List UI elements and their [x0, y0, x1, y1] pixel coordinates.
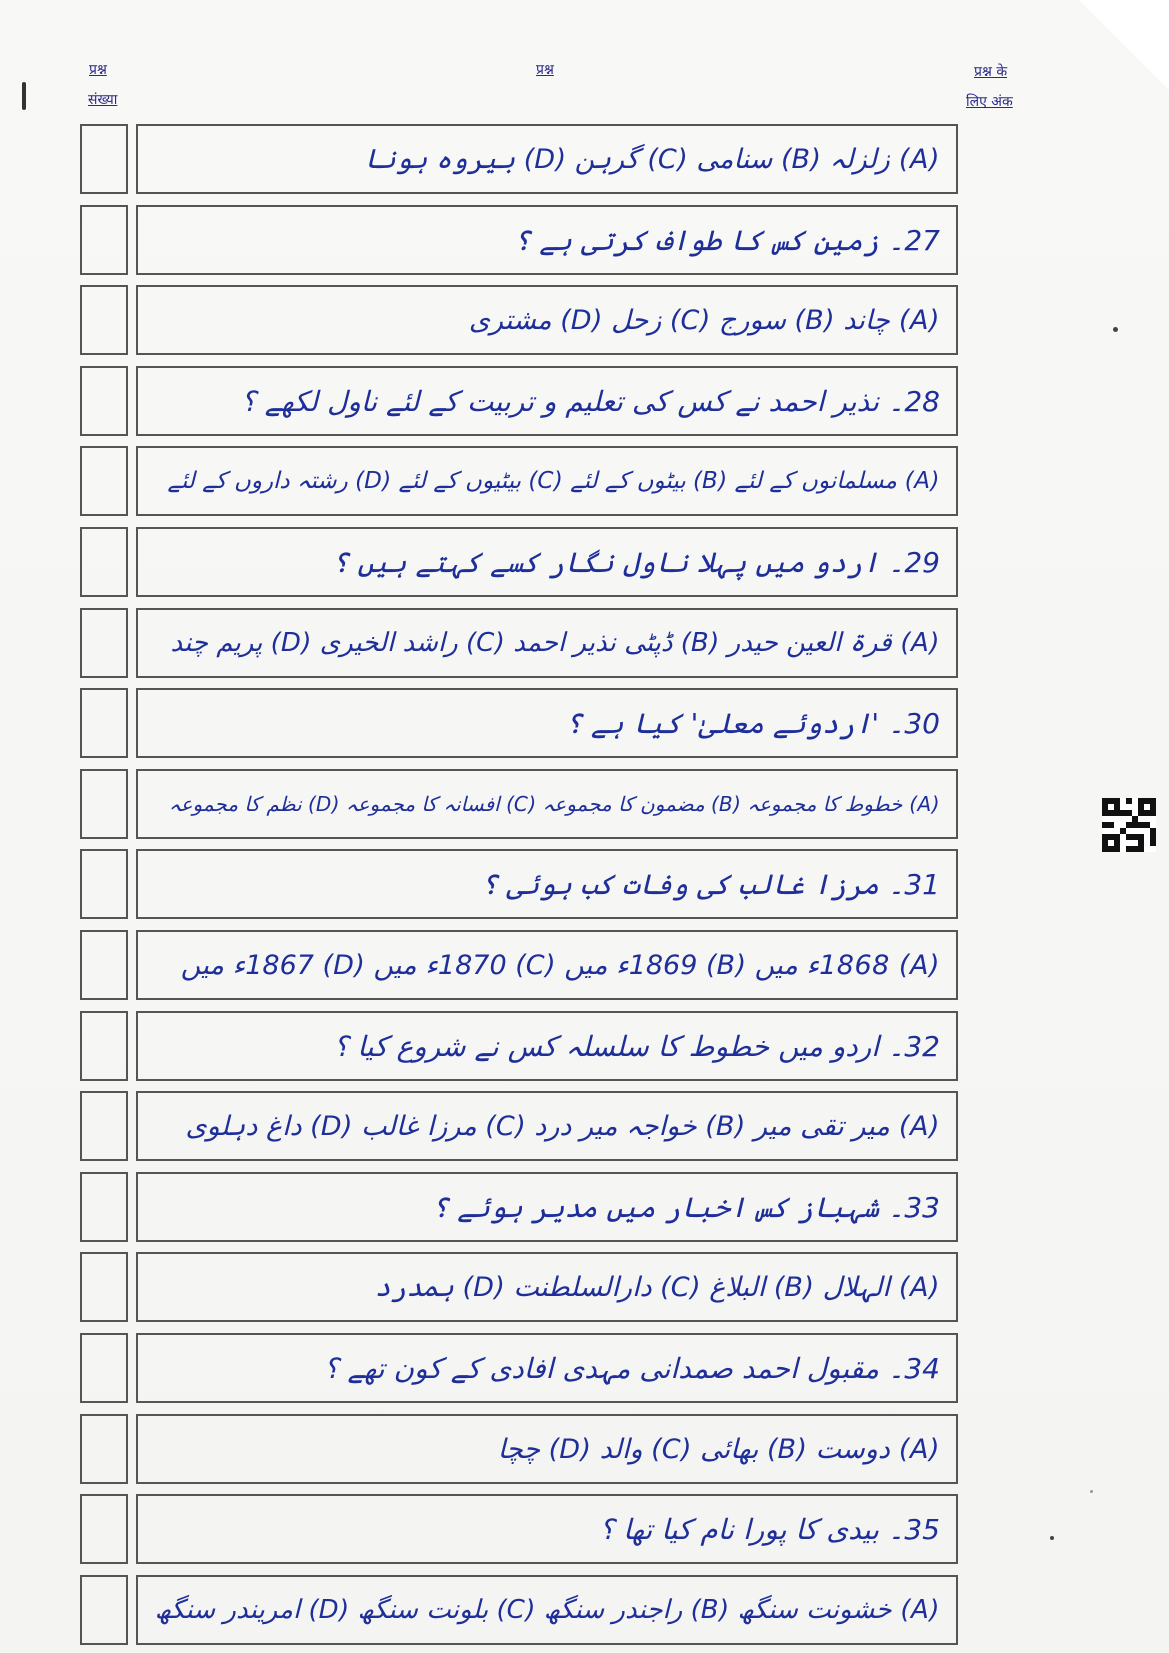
question-number-cell — [80, 1333, 128, 1403]
question-number-cell — [80, 1172, 128, 1242]
header-question-label: प्रश्न — [89, 62, 107, 78]
handwritten-text: 32۔ اردو میں خطوط کا سلسلہ کس نے شروع کیا ؟ — [333, 1029, 940, 1063]
handwritten-text: 31۔ مرزا غالب کی وفات کب ہوئی ؟ — [481, 867, 940, 901]
question-number-cell — [80, 608, 128, 678]
handwritten-text: (A) زلزلہ (B) سنامی (C) گرہن (D) بیروہ ہونا — [364, 143, 940, 175]
question-text-cell — [136, 608, 958, 678]
question-text-cell — [136, 1414, 958, 1484]
question-text-cell — [136, 446, 958, 516]
handwritten-text: 27۔ زمین کس کا طواف کرتی ہے ؟ — [513, 223, 940, 257]
question-text-cell — [136, 205, 958, 275]
header-marks-label-2: लिए अंक — [966, 94, 1013, 110]
question-text-cell — [136, 688, 958, 758]
handwritten-text: (A) خشونت سنگھ (B) راجندر سنگھ (C) بلونت سنگھ (D) امریندر سنگھ — [154, 1595, 940, 1625]
question-number-cell — [80, 124, 128, 194]
question-number-cell — [80, 930, 128, 1000]
handwritten-text: 28۔ نذیر احمد نے کس کی تعلیم و تربیت کے لئے ناول لکھے ؟ — [241, 384, 940, 418]
question-number-cell — [80, 285, 128, 355]
handwritten-text: (A) 1868ء میں (B) 1869ء میں (C) 1870ء میں (D) 1867ء میں — [180, 949, 940, 981]
question-text-cell — [136, 366, 958, 436]
qr-code-icon — [1102, 798, 1156, 852]
question-number-cell — [80, 1252, 128, 1322]
question-text-cell — [136, 285, 958, 355]
binder-mark — [22, 82, 26, 110]
question-text-cell — [136, 1333, 958, 1403]
question-text-cell — [136, 1494, 958, 1564]
question-number-cell — [80, 849, 128, 919]
handwritten-text: 33۔ شہباز کس اخبار میں مدیر ہوئے ؟ — [431, 1190, 940, 1224]
handwritten-text: (A) خطوط کا مجموعہ (B) مضمون کا مجموعہ (C) افسانہ کا مجموعہ (D) نظم کا مجموعہ — [168, 792, 940, 816]
handwritten-text: 34۔ مقبول احمد صمدانی مہدی افادی کے کون تھے ؟ — [323, 1351, 940, 1385]
question-text-cell — [136, 1011, 958, 1081]
question-number-cell — [80, 1414, 128, 1484]
question-text-cell — [136, 1575, 958, 1645]
question-text-cell — [136, 930, 958, 1000]
handwritten-text: (A) میر تقی میر (B) خواجہ میر درد (C) مرزا غالب (D) داغ دہلوی — [185, 1110, 940, 1142]
handwritten-text: (A) چاند (B) سورج (C) زحل (D) مشتری — [468, 304, 940, 336]
question-text-cell — [136, 769, 958, 839]
header-marks-label-1: प्रश्न के — [974, 64, 1008, 80]
header-question-title: प्रश्न — [536, 62, 554, 78]
question-number-cell — [80, 446, 128, 516]
handwritten-text: (A) مسلمانوں کے لئے (B) بیٹوں کے لئے (C) بیٹیوں کے لئے (D) رشتہ داروں کے لئے — [167, 468, 940, 494]
question-number-cell — [80, 366, 128, 436]
handwritten-text: (A) الہلال (B) البلاغ (C) دارالسلطنت (D) ہمدرد — [374, 1271, 940, 1303]
question-number-cell — [80, 205, 128, 275]
speck-3 — [1090, 1490, 1093, 1493]
question-text-cell — [136, 1091, 958, 1161]
question-text-cell — [136, 849, 958, 919]
question-text-cell — [136, 527, 958, 597]
question-number-cell — [80, 1091, 128, 1161]
header-number-label: संख्या — [88, 92, 118, 108]
handwritten-text: (A) دوست (B) بھائی (C) والد (D) چچا — [497, 1433, 940, 1465]
handwritten-text: 35۔ بیدی کا پورا نام کیا تھا ؟ — [599, 1512, 940, 1546]
question-number-cell — [80, 1575, 128, 1645]
speck-1 — [1113, 327, 1118, 332]
question-number-cell — [80, 1011, 128, 1081]
question-text-cell — [136, 124, 958, 194]
question-number-cell — [80, 527, 128, 597]
handwritten-text: (A) قرۃ العین حیدر (B) ڈپٹی نذیر احمد (C) راشد الخیری (D) پریم چند — [170, 628, 940, 658]
speck-2 — [1050, 1536, 1054, 1540]
handwritten-text: 29۔ اردو میں پہلا ناول نگار کسے کہتے ہیں ؟ — [332, 545, 940, 579]
folded-corner — [1079, 0, 1169, 90]
question-text-cell — [136, 1172, 958, 1242]
handwritten-text: 30۔ 'اردوئے معلیٰ' کیا ہے ؟ — [565, 706, 940, 740]
question-number-cell — [80, 688, 128, 758]
question-number-cell — [80, 769, 128, 839]
question-text-cell — [136, 1252, 958, 1322]
question-number-cell — [80, 1494, 128, 1564]
